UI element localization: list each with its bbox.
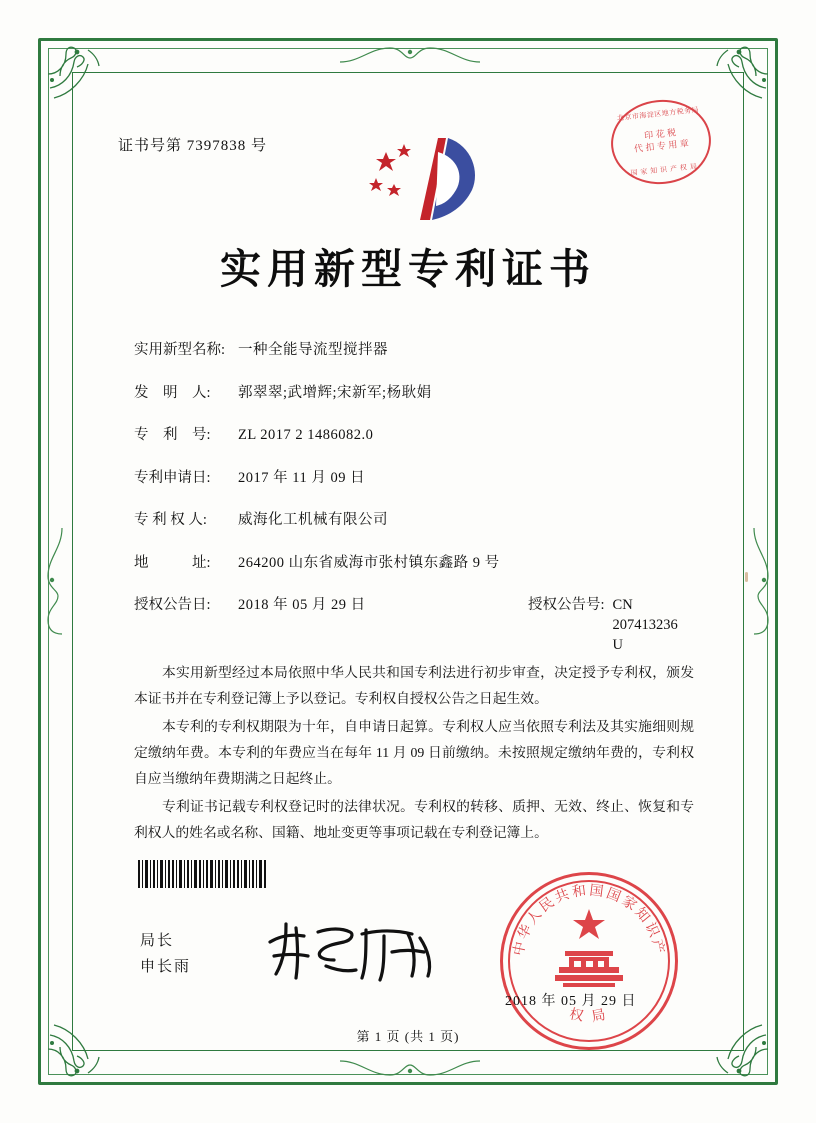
edge-ornament-icon [330,42,490,66]
field-row [134,510,690,530]
field-value: 威海化工机械有限公司 [238,512,388,528]
tax-stamp-arc-top: 北京市海淀区地方税务局 [616,106,700,123]
signature-name: 申长雨 [140,959,192,975]
barcode [138,860,266,888]
corner-ornament-icon [44,44,106,106]
field-value: 一种全能导流型搅拌器 [238,342,388,358]
legal-text [134,660,694,848]
field-value: 2017 年 11 月 09 日 [238,469,366,486]
field-label: 专利申请日: [134,469,211,486]
field-label: 实用新型名称: [134,342,226,358]
page-footer: 第 1 页 (共 1 页) [356,1029,460,1044]
edge-ornament-icon [330,1057,490,1081]
field-value: 郭翠翠;武增辉;宋新军;杨耿娟 [238,384,432,401]
field-value: ZL 2017 2 1486082.0 [238,427,374,443]
tax-stamp-arc-bottom: 国 家 知 识 产 权 局 [630,163,698,178]
corner-ornament-icon [710,44,772,106]
field-row [134,468,690,488]
seal-date: 2018 年 05 月 29 日 [505,994,637,1009]
handwritten-signature [262,916,452,986]
field-label: 专 利 号: [134,427,211,443]
field-row [134,425,690,445]
certificate-number: 证书号第 7397838 号 [118,138,268,154]
tax-stamp-line1: 印 花 税 [643,127,677,141]
field-row-publication [134,595,690,655]
field-label: 地 址: [134,554,211,571]
edge-ornament-icon [42,520,66,640]
edge-ornament-icon [750,520,774,640]
svg-text:权 局: 权 局 [568,1005,610,1025]
field-row [134,340,690,360]
field-value: 2018 年 05 月 29 日 [238,597,366,613]
signature-title: 局长 [140,933,175,949]
field-row [134,553,690,573]
field-list [134,340,690,678]
field-value: 264200 山东省威海市张村镇东鑫路 9 号 [238,554,500,571]
paragraph: 专利证书记载专利权登记时的法律状况。专利权的转移、质押、无效、终止、恢复和专利权人的姓名或名称、国籍、地址变更等事项记载在专利登记簿上。 [134,799,694,840]
cnipa-logo-icon [360,132,490,224]
field-label: 专 利 权 人: [134,512,207,528]
paragraph: 本实用新型经过本局依照中华人民共和国专利法进行初步审查，决定授予专利权，颁发本证书并在专利登记簿上予以登记。专利权自授权公告之日起生效。 [134,665,694,706]
field-value-secondary: CN 207413236 U [612,597,678,653]
paragraph: 本专利的专利权期限为十年，自申请日起算。专利权人应当依照专利法及其实施细则规定缴纳年费。本专利的年费应当在每年 11 月 09 日前缴纳。未按照规定缴纳年费的，专利权自应当缴纳年费期满之日起终止。 [134,719,694,786]
page-mark [745,572,748,582]
svg-text:中华人民共和国国家知识产: 中华人民共和国国家知识产 [509,881,669,957]
field-label: 授权公告日: [134,597,211,613]
tax-stamp-line2: 代 扣 专 用 章 [633,138,690,154]
page-title: 实用新型专利证书 [220,245,596,293]
official-seal [500,872,678,1050]
field-label-secondary: 授权公告号: [528,597,605,613]
field-label: 发 明 人: [134,384,211,401]
field-row [134,383,690,403]
